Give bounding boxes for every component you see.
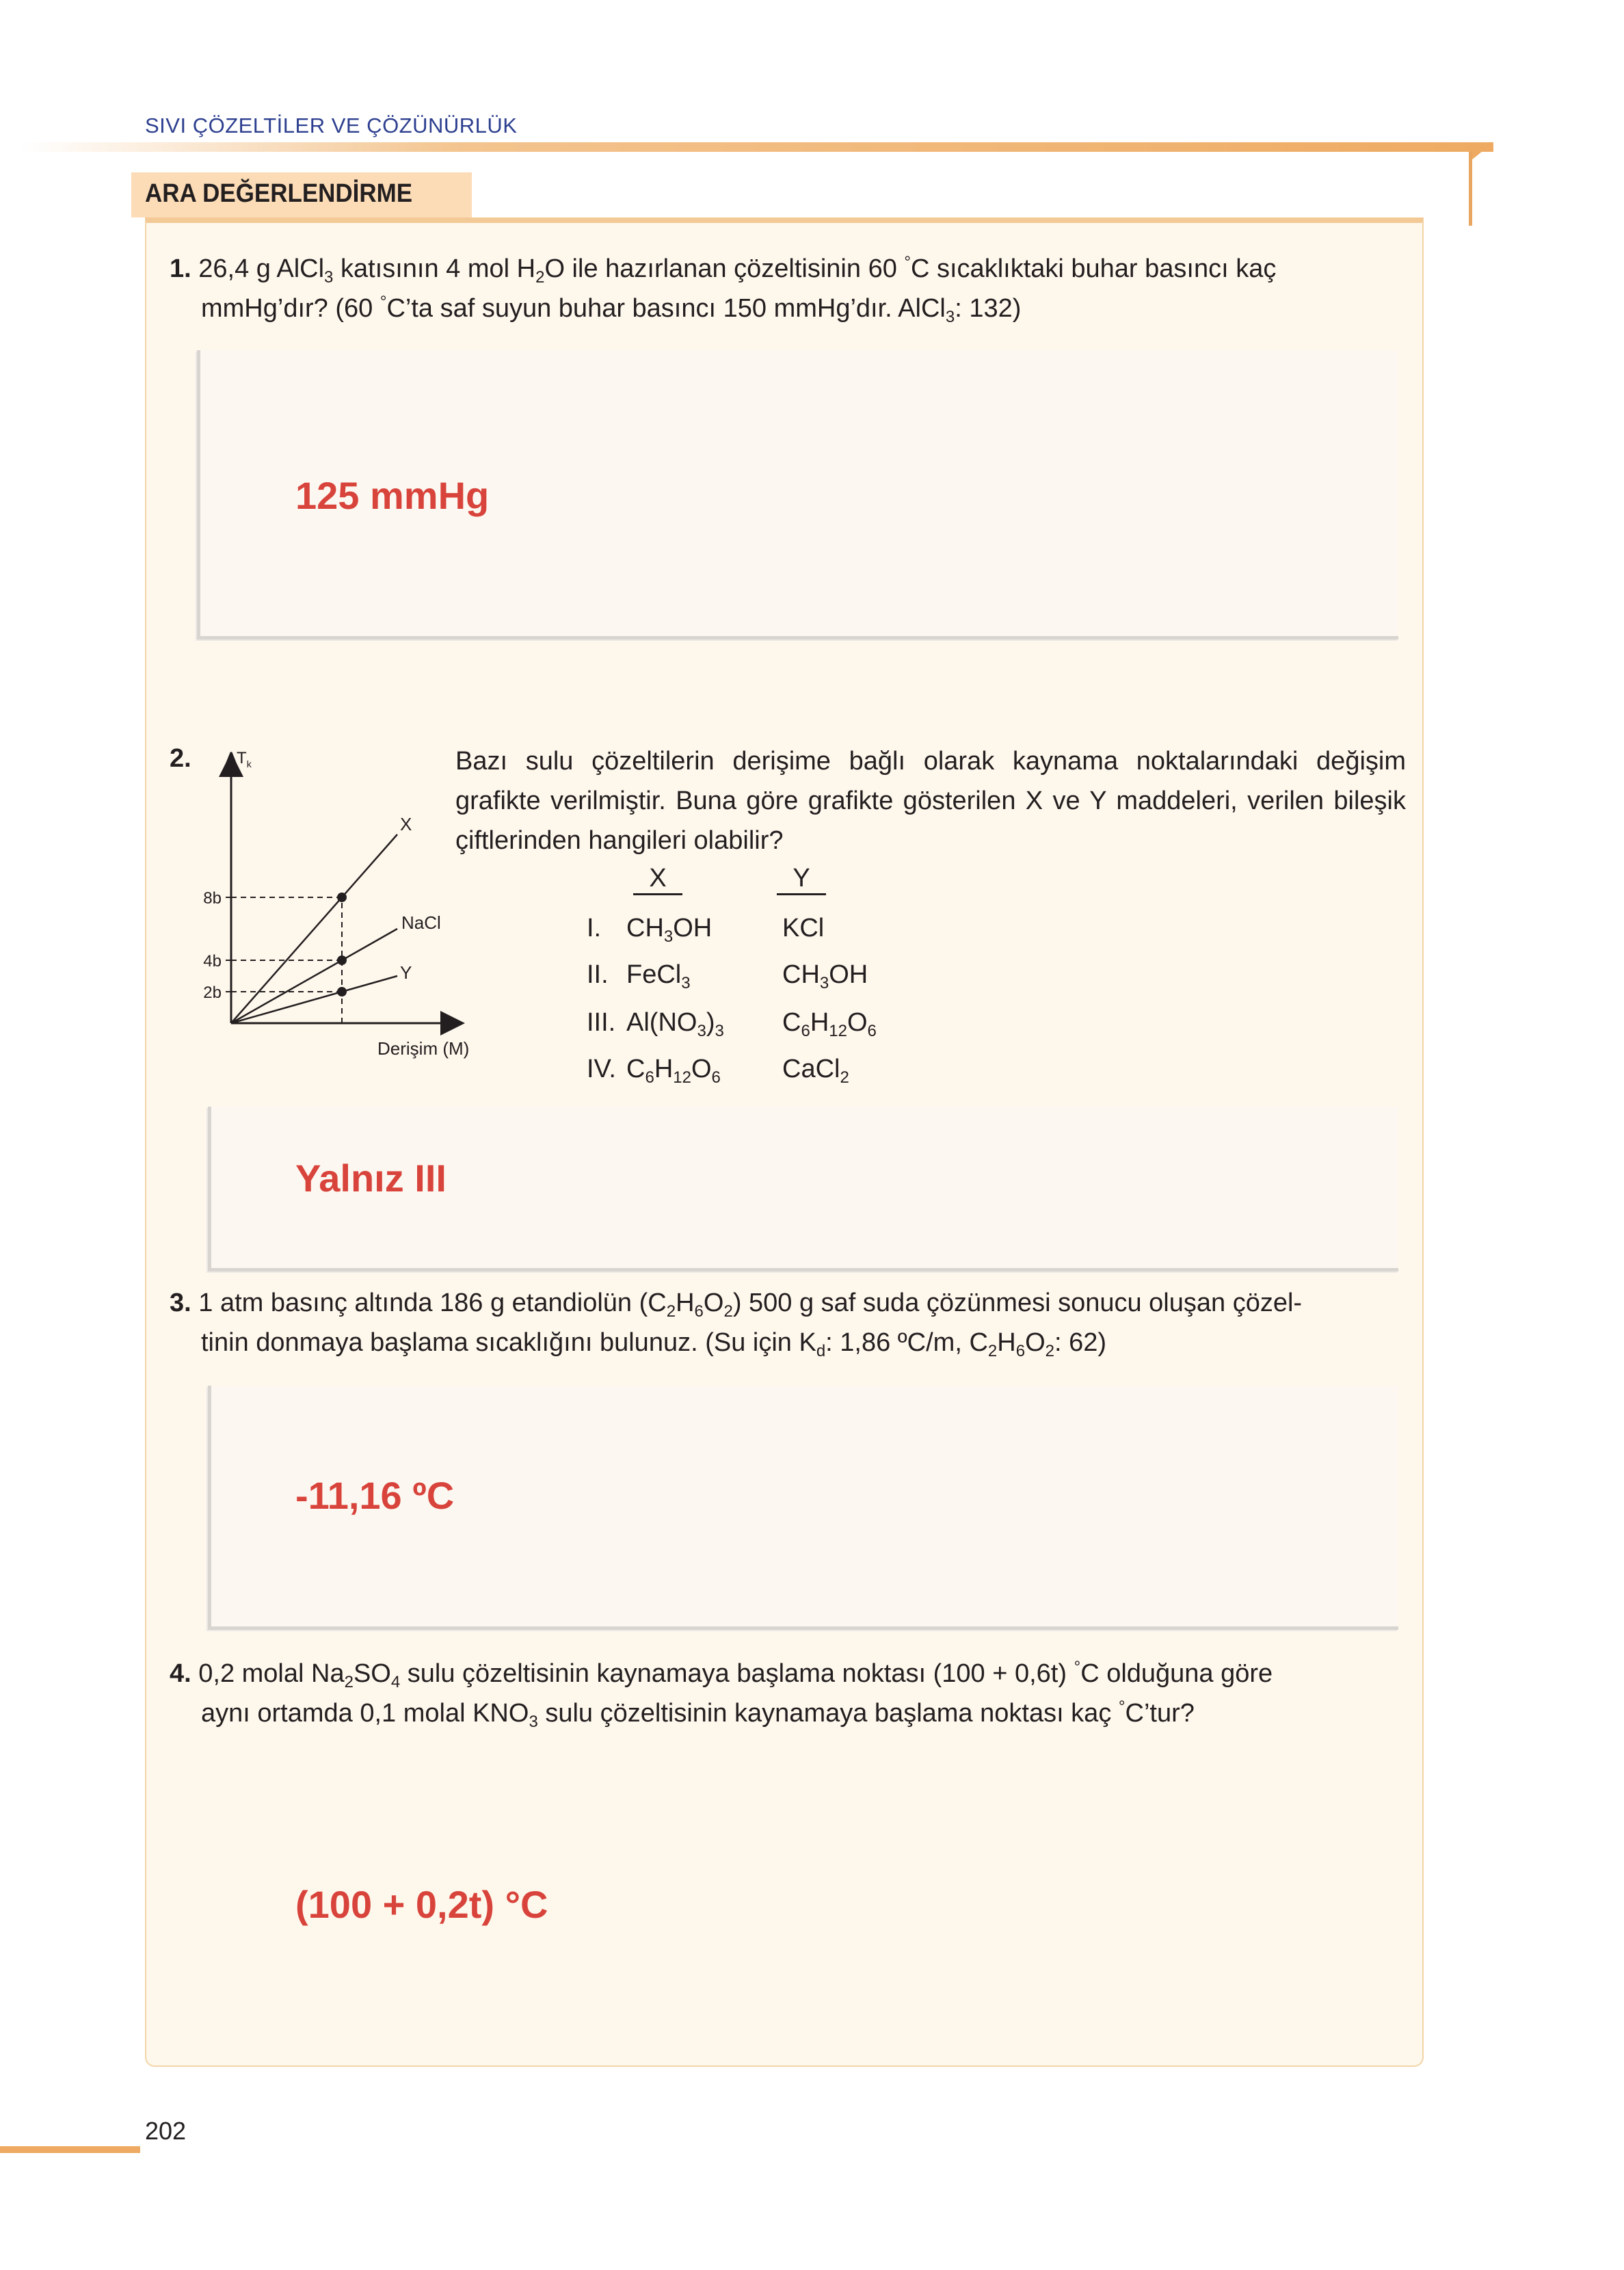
answer-1: 125 mmHg bbox=[295, 474, 490, 517]
series-point-X bbox=[337, 893, 347, 902]
option-row-2 bbox=[587, 960, 609, 990]
footer-rule bbox=[0, 2146, 140, 2153]
option-roman: IV. bbox=[587, 1055, 616, 1083]
concentration-chart bbox=[198, 743, 499, 1071]
question-3: 3. 1 atm basınç altında 186 g etandiolün $(C_2H_6O_2)$ 500 g saf suda çözünmesi sonucu oluşan çözel- tinin donmaya başlama sıcaklığını bulunuz. (Su için $K_d$: 1,86 ºC/m, $C_2H_6O_2$: 62) bbox=[170, 1289, 1303, 1360]
header-rule bbox=[21, 142, 1493, 152]
series-label-NaCl: NaCl bbox=[401, 912, 441, 933]
series-point-Y bbox=[337, 987, 347, 997]
y-tick-label-8b: 8b bbox=[203, 889, 222, 908]
series-label-X: X bbox=[400, 814, 412, 834]
option-roman: II. bbox=[587, 960, 609, 989]
option-1-x: $CH_3OH$ bbox=[626, 914, 713, 946]
option-1-y: KCl bbox=[782, 914, 825, 942]
option-4-x: $C_6H_{12}O_6$ bbox=[626, 1055, 721, 1087]
column-x-header: X bbox=[633, 863, 682, 895]
y-axis-label: $\Delta T_k$ bbox=[226, 749, 252, 769]
series-label-Y: Y bbox=[400, 962, 412, 983]
option-row-1 bbox=[587, 914, 601, 943]
question-2-text: Bazı sulu çözeltilerin derişime bağlı olarak kaynama noktalarındaki değişim grafikte verilmiştir. Buna göre grafikte gösterilen X ve Y maddeleri, verilen bileşik çiftlerinden hangileri olabilir? bbox=[455, 747, 1406, 855]
series-point-NaCl bbox=[337, 955, 347, 965]
option-3-y: $C_6H_{12}O_6$ bbox=[782, 1008, 877, 1040]
series-line-X bbox=[231, 834, 397, 1023]
option-3-x: $Al(NO_3)_3$ bbox=[626, 1008, 724, 1040]
column-y-header: Y bbox=[777, 863, 826, 895]
page-number: 202 bbox=[145, 2117, 187, 2145]
question-number: 3. bbox=[170, 1289, 191, 1317]
running-title: SIVI ÇÖZELTİLER VE ÇÖZÜNÜRLÜK bbox=[145, 114, 518, 137]
section-title: ARA DEĞERLENDİRME bbox=[145, 179, 413, 208]
header-rule-drop bbox=[1469, 152, 1472, 226]
option-row-4 bbox=[587, 1055, 616, 1084]
question-4: 4. 0,2 molal $Na_2SO_4$ sulu çözeltisinin kaynamaya başlama noktası (100 + 0,6t) °C olduğuna göre aynı ortamda 0,1 molal $KNO_3$ sulu çözeltisinin kaynamaya başlama noktası kaç °C’tur? bbox=[170, 1658, 1273, 1731]
header-rule-corner bbox=[1472, 142, 1493, 160]
answer-2: Yalnız III bbox=[295, 1157, 447, 1200]
answer-3: -11,16 ºC bbox=[295, 1474, 455, 1517]
y-tick-label-4b: 4b bbox=[203, 952, 222, 971]
option-2-y: $CH_3OH$ bbox=[782, 960, 868, 992]
question-1: 1. 26,4 g AlCl$_3$ katısının 4 mol $H_2O$ ile hazırlanan çözeltisinin 60 °C sıcaklıktaki buhar basıncı kaç mmHg’dır? (60 °C’ta saf suyun buhar basıncı 150 mmHg’dır. AlCl$_3$: 132) bbox=[170, 253, 1277, 326]
option-4-y: CaCl$_2$ bbox=[782, 1055, 849, 1087]
question-number: 1. bbox=[170, 254, 191, 283]
series-line-Y bbox=[231, 976, 397, 1023]
option-roman: I. bbox=[587, 914, 602, 942]
option-roman: III. bbox=[587, 1008, 616, 1037]
series-line-NaCl bbox=[231, 929, 397, 1023]
question-number: 2. bbox=[170, 744, 191, 773]
x-axis-label: Derişim (M) bbox=[377, 1038, 470, 1059]
option-2-x: FeCl$_3$ bbox=[626, 960, 691, 992]
answer-4: (100 + 0,2t) °C bbox=[295, 1883, 548, 1926]
question-number: 4. bbox=[170, 1659, 191, 1688]
y-tick-label-2b: 2b bbox=[203, 984, 222, 1002]
option-row-3 bbox=[587, 1008, 615, 1038]
